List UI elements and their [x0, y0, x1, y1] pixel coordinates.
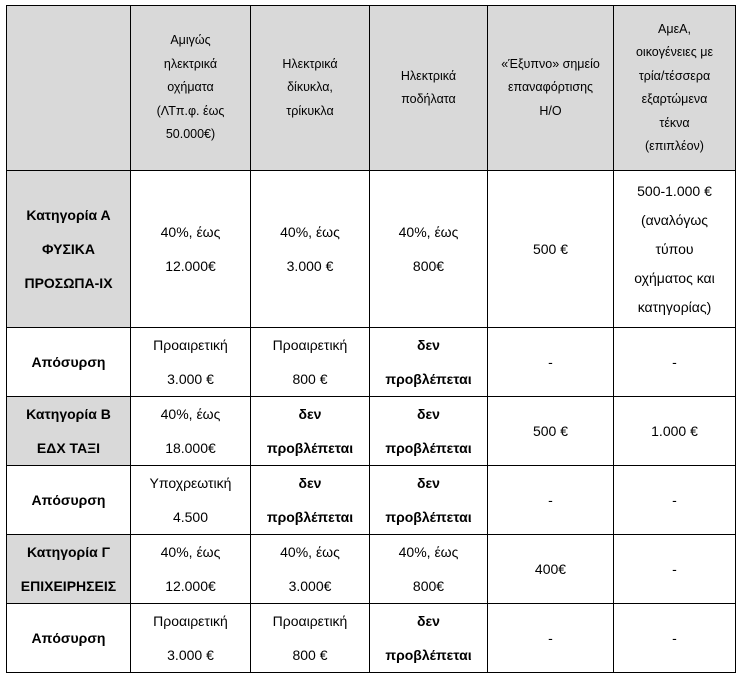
row-label-withdrawal-c: Απόσυρση	[7, 604, 131, 673]
cell-wb-disabled-families: -	[614, 466, 736, 535]
cell-b-disabled-families: 1.000 €	[614, 397, 736, 466]
cell-a-disabled-families: 500-1.000 € (αναλόγως τύπου οχήματος και κατηγορίας)	[614, 171, 736, 328]
cell-wb-two-three-wheelers: δεν προβλέπεται	[251, 466, 370, 535]
cell-c-two-three-wheelers: 40%, έως 3.000€	[251, 535, 370, 604]
cell-wa-vehicles: Προαιρετική 3.000 €	[131, 328, 251, 397]
cell-b-charging-point: 500 €	[488, 397, 614, 466]
row-label-withdrawal-b: Απόσυρση	[7, 466, 131, 535]
header-corner-cell	[7, 6, 131, 171]
header-disabled-families-extra: ΑμεΑ, οικογένειες με τρία/τέσσερα εξαρτώμενα τέκνα (επιπλέον)	[614, 6, 736, 171]
cell-wb-charging-point: -	[488, 466, 614, 535]
cell-wc-bicycles: δεν προβλέπεται	[370, 604, 488, 673]
cell-a-vehicles: 40%, έως 12.000€	[131, 171, 251, 328]
header-electric-vehicles: Αμιγώς ηλεκτρικά οχήματα (ΛΤπ.φ. έως 50.000€)	[131, 6, 251, 171]
row-label-withdrawal-a: Απόσυρση	[7, 328, 131, 397]
cell-c-vehicles: 40%, έως 12.000€	[131, 535, 251, 604]
table-row-category-b	[7, 397, 736, 466]
header-electric-two-three-wheelers: Ηλεκτρικά δίκυκλα, τρίκυκλα	[251, 6, 370, 171]
row-label-category-a: Κατηγορία Α ΦΥΣΙΚΑ ΠΡΟΣΩΠΑ-ΙΧ	[7, 171, 131, 328]
cell-wa-two-three-wheelers: Προαιρετική 800 €	[251, 328, 370, 397]
cell-wa-charging-point: -	[488, 328, 614, 397]
subsidy-table	[6, 5, 736, 673]
row-label-category-b: Κατηγορία Β ΕΔΧ ΤΑΞΙ	[7, 397, 131, 466]
cell-wc-charging-point: -	[488, 604, 614, 673]
table-row-withdrawal-a	[7, 328, 736, 397]
cell-wc-two-three-wheelers: Προαιρετική 800 €	[251, 604, 370, 673]
cell-wc-disabled-families: -	[614, 604, 736, 673]
cell-a-bicycles: 40%, έως 800€	[370, 171, 488, 328]
cell-a-charging-point: 500 €	[488, 171, 614, 328]
table-row-withdrawal-c	[7, 604, 736, 673]
cell-c-disabled-families: -	[614, 535, 736, 604]
row-label-category-c: Κατηγορία Γ ΕΠΙΧΕΙΡΗΣΕΙΣ	[7, 535, 131, 604]
cell-c-charging-point: 400€	[488, 535, 614, 604]
cell-b-bicycles: δεν προβλέπεται	[370, 397, 488, 466]
table-row-category-a	[7, 171, 736, 328]
cell-wc-vehicles: Προαιρετική 3.000 €	[131, 604, 251, 673]
cell-wa-disabled-families: -	[614, 328, 736, 397]
cell-a-two-three-wheelers: 40%, έως 3.000 €	[251, 171, 370, 328]
header-smart-charging-point: «Έξυπνο» σημείο επαναφόρτισης Η/Ο	[488, 6, 614, 171]
cell-wb-vehicles: Υποχρεωτική 4.500	[131, 466, 251, 535]
cell-wa-bicycles: δεν προβλέπεται	[370, 328, 488, 397]
header-electric-bicycles: Ηλεκτρικά ποδήλατα	[370, 6, 488, 171]
header-row	[7, 6, 736, 171]
cell-c-bicycles: 40%, έως 800€	[370, 535, 488, 604]
table-row-withdrawal-b	[7, 466, 736, 535]
cell-b-two-three-wheelers: δεν προβλέπεται	[251, 397, 370, 466]
cell-b-vehicles: 40%, έως 18.000€	[131, 397, 251, 466]
cell-wb-bicycles: δεν προβλέπεται	[370, 466, 488, 535]
table-row-category-c	[7, 535, 736, 604]
